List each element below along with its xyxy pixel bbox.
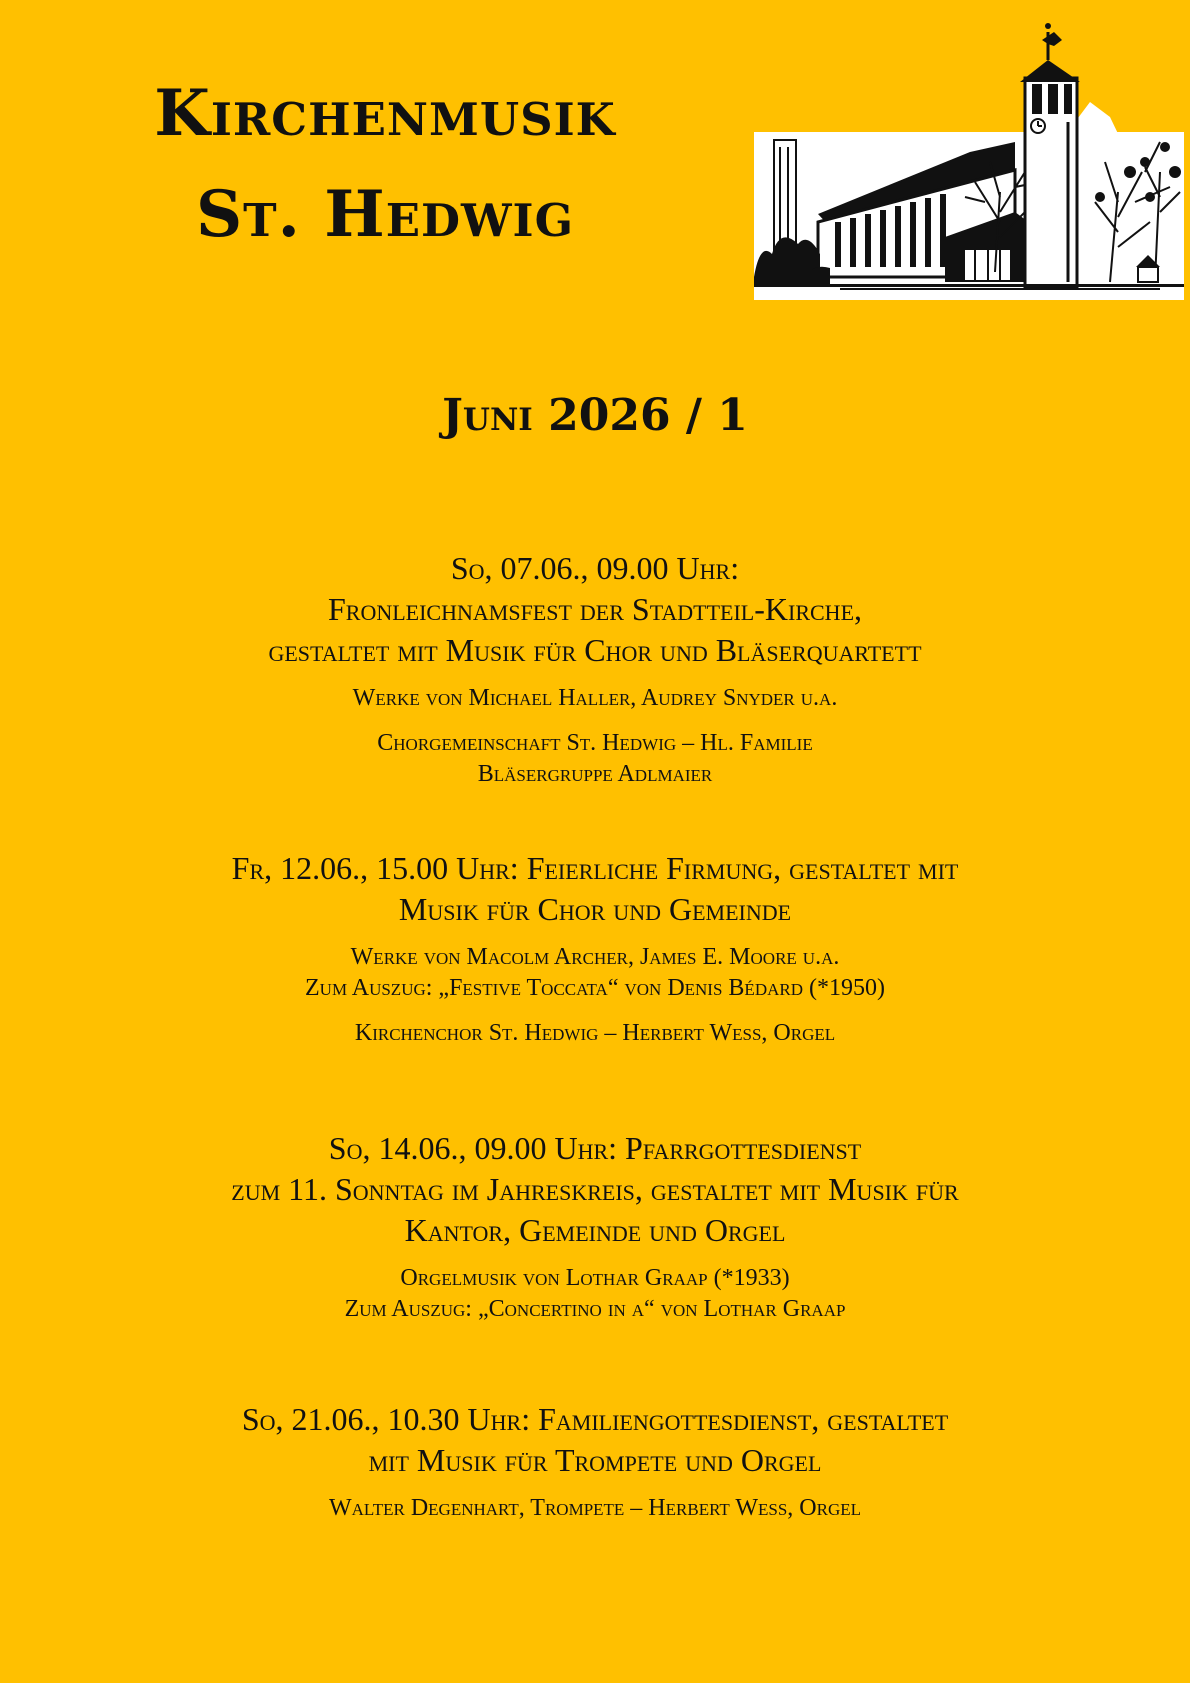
event-details bbox=[60, 683, 1130, 714]
event-head-line: zum 11. Sonntag im Jahreskreis, gestaltet mit Musik für bbox=[231, 1171, 959, 1207]
event-detail-line: Zum Auszug: „Concertino in a“ von Lothar Graap bbox=[344, 1296, 846, 1322]
event-head-line: mit Musik für Trompete und Orgel bbox=[368, 1442, 822, 1478]
event-head bbox=[60, 848, 1130, 930]
event-performers bbox=[60, 1018, 1130, 1049]
event-head-line: gestaltet mit Musik für Chor und Bläserquartett bbox=[268, 632, 922, 668]
event-detail-line: Walter Degenhart, Trompete – Herbert Wess, Orgel bbox=[328, 1495, 862, 1521]
issue-heading: Juni 2026 / 1 bbox=[442, 390, 748, 441]
event-detail-line: Zum Auszug: „Festive Toccata“ von Denis Bédard (*1950) bbox=[305, 975, 885, 1001]
event-head-line: So, 21.06., 10.30 Uhr: Familiengottesdienst, gestaltet bbox=[241, 1401, 949, 1437]
event-head-line: So, 14.06., 09.00 Uhr: Pfarrgottesdienst bbox=[328, 1130, 862, 1166]
event-head bbox=[60, 1399, 1130, 1481]
event-1 bbox=[60, 548, 1130, 790]
event-detail-line: Werke von Macolm Archer, James E. Moore u.a. bbox=[350, 944, 840, 970]
event-performer-line: Kirchenchor St. Hedwig – Herbert Wess, Orgel bbox=[354, 1020, 836, 1046]
title-kirchenmusik: Kirchenmusik bbox=[154, 76, 616, 151]
event-head-line: Musik für Chor und Gemeinde bbox=[398, 891, 792, 927]
event-details bbox=[60, 942, 1130, 1004]
event-head-line: Kantor, Gemeinde und Orgel bbox=[404, 1212, 786, 1248]
church-illustration-icon bbox=[750, 22, 1186, 300]
event-3 bbox=[60, 1128, 1130, 1325]
event-head bbox=[60, 548, 1130, 671]
event-head-line: So, 07.06., 09.00 Uhr: bbox=[450, 550, 740, 586]
event-4 bbox=[60, 1399, 1130, 1524]
event-detail-line: Orgelmusik von Lothar Graap (*1933) bbox=[400, 1265, 790, 1291]
event-details bbox=[60, 1493, 1130, 1524]
event-performer-line: Chorgemeinschaft St. Hedwig – Hl. Familie bbox=[377, 730, 813, 756]
event-head-line: Fronleichnamsfest der Stadtteil-Kirche, bbox=[327, 591, 863, 627]
event-details bbox=[60, 1263, 1130, 1325]
event-detail-line: Werke von Michael Haller, Audrey Snyder u.a. bbox=[352, 685, 838, 711]
title-st-hedwig: St. Hedwig bbox=[195, 177, 575, 252]
event-2 bbox=[60, 848, 1130, 1049]
event-head-line: Fr, 12.06., 15.00 Uhr: Feierliche Firmung, gestaltet mit bbox=[231, 850, 959, 886]
event-head bbox=[60, 1128, 1130, 1251]
event-performers bbox=[60, 728, 1130, 790]
event-performer-line: Bläsergruppe Adlmaier bbox=[477, 761, 713, 787]
